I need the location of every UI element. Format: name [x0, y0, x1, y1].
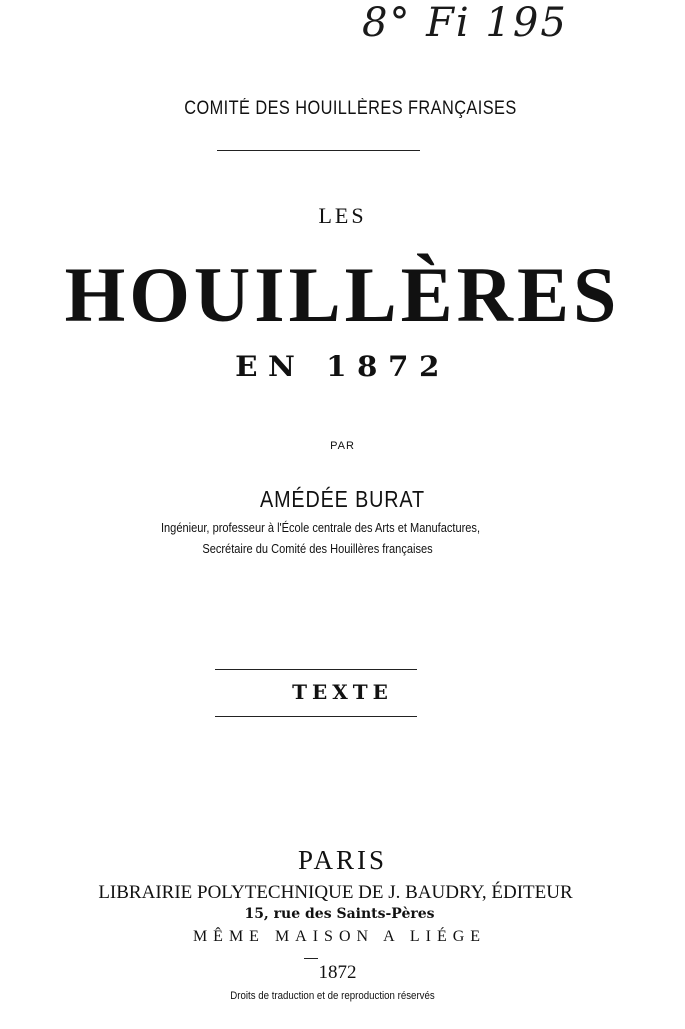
author-credential-line-1: Ingénieur, professeur à l'École centrale des Arts et Manufactures,	[160, 520, 481, 535]
title-article: LES	[318, 203, 367, 228]
top-divider	[217, 150, 420, 151]
section-label: TEXTE	[292, 680, 393, 704]
imprint-branch: MÊME MAISON A LIÉGE	[192, 928, 487, 945]
shelfmark: 8° Fi 195	[362, 0, 568, 46]
committee-heading: COMITÉ DES HOUILLÈRES FRANÇAISES	[184, 98, 517, 119]
author-name: AMÉDÉE BURAT	[260, 486, 425, 512]
byline-par: PAR	[330, 440, 355, 452]
section-rule-bottom	[215, 716, 417, 717]
imprint-address: 15, rue des Saints-Pères	[244, 906, 435, 922]
subtitle: EN 1872	[235, 350, 450, 383]
imprint-year: 1872	[318, 962, 357, 983]
main-title: HOUILLÈRES	[64, 251, 621, 338]
rights-notice: Droits de traduction et de reproduction réservés	[230, 990, 435, 1002]
imprint-city: PARIS	[297, 845, 388, 875]
section-rule-top	[215, 669, 417, 670]
year-dash	[304, 958, 318, 959]
imprint-publisher: LIBRAIRIE POLYTECHNIQUE DE J. BAUDRY, ÉDITEUR	[98, 882, 573, 903]
author-credential-line-2: Secrétaire du Comité des Houillères françaises	[202, 541, 433, 556]
